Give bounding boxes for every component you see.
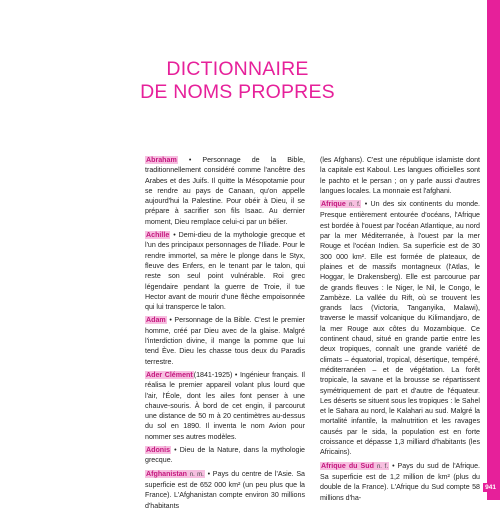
entry-text: (les Afghans). C'est une république islamiste dont la capitale est Kaboul. Les langues officielles sont le pachto et le persan ; on y parle aussi d'autres langues locales. La monnaie est l'afghani.: [320, 156, 480, 195]
title-line-1: DICTIONNAIRE: [166, 58, 309, 80]
entry-text: (1841-1925) • Ingénieur français. Il réalisa le premier appareil volant plus lourd que l'air, l'Éole, dont les ailes font penser à une chauve-souris. À bord de cet engin, il parcourut une distance de 50 m à 20 centimètres au-dessus du sol en 1890. Il inventa le nom Avion pour nommer ses autres modèles.: [145, 370, 306, 441]
entry-text: • Personnage de la Bible. C'est le premier homme, créé par Dieu avec de la glaise. Malgré l'interdiction divine, il mange la pomme que lui tend Ève. Dieu les chasse tous deux du Paradis terrestre.: [145, 316, 305, 366]
entry: [320, 461, 480, 503]
title-line-2: DE NOMS PROPRES: [140, 81, 335, 103]
headword-text: Afrique du Sud: [321, 461, 374, 470]
right-column: [320, 155, 480, 506]
entry-text: • Personnage de la Bible, traditionnellement considéré comme l'ancêtre des Arabes et des Juifs. Il quitte la Mésopotamie pour se rendre au pays de Canaan, qu'on appelle aujourd'hui la Palestine. Pour obéir à Dieu, il se prépare à sacrifier son fils Isaac. Au dernier moment, Dieu remplace celui-ci par un bélier.: [145, 156, 305, 226]
headword: Achille: [146, 231, 170, 240]
headword: Adonis: [146, 446, 171, 455]
headword-text: Afghanistan: [146, 469, 187, 478]
entry-text: • Demi-dieu de la mythologie grecque et l'un des principaux personnages de l'Iliade. Pour le rendre immortel, sa mère le plonge dans le Styx, fleuve des Enfers, en le tenant par le talon, qui reste son seul point vulnérable. Roi grec légendaire pendant la guerre de Troie, il tue Hector avant de mourir d'une flèche empoisonnée qui lui transperce le talon.: [145, 231, 305, 312]
entry: [145, 370, 305, 442]
left-column: [145, 155, 305, 514]
entry: [320, 199, 480, 457]
entry-text: • Pays du sud de l'Afrique. Sa superficie est de 1,2 million de km² (plus du double de la France). L'Afrique du Sud compte 58 millions d'ha-: [320, 461, 480, 502]
entry: [145, 230, 305, 312]
entry: [320, 155, 480, 196]
headword-text: Afrique: [321, 200, 346, 209]
entry-text: • Un des six continents du monde. Presque entièrement entourée d'océans, l'Afrique est bordée à l'ouest par l'océan Atlantique, au nord par la mer Méditerranée, à l'ouest par la mer Rouge et l'océan Indien. Sa superficie est de 30 300 000 km². Elle est formée de plateaux, de plaines et de massifs montagneux (l'Atlas, le Hoggar, le Drakensberg). Elle est parcourue par de grands fleuves : le Niger, le Nil, le Congo, le Zambèze. La vallée du Rift, où se trouvent les grands lacs (Victoria, Tanganyika, Malawi), traverse le massif volcanique du Kilimandjaro, de la mer Rouge aux côtes du Mozambique. Ce continent chaud, situé en grande partie entre les deux tropiques, connaît une grande variété de climats – équatorial, tropical, désertique, tempéré, méditerranéen – et de végétation. La forêt tropicale, la savane et la brousse se répartissent symétriquement de part et d'autre de l'équateur. Les déserts se situent sous les tropiques : le Sahel et le Sahara au nord, le Kalahari au sud. Malgré la mortalité infantile, la malnutrition et les ravages causés par le sida, la population est en forte croissance et dépasse 1,3 milliard d'habitants (les Africains).: [320, 200, 480, 457]
headword: [320, 200, 361, 208]
pink-side-bar: [487, 0, 500, 500]
headword: Adam: [146, 316, 166, 325]
headword: [145, 470, 205, 478]
entry-text: • Dieu de la Nature, dans la mythologie grecque.: [145, 446, 305, 465]
entry: [145, 155, 305, 227]
headword: [320, 462, 389, 470]
page-title: [0, 58, 475, 104]
entry-text: • Pays du centre de l'Asie. Sa superficie est de 652 000 km² (un peu plus que la France). L'Afghanistan compte environ 30 millions d'habitants: [145, 469, 306, 510]
headword: Abraham: [146, 156, 177, 164]
page-number: 941: [485, 484, 496, 491]
headword: Ader Clément: [146, 370, 193, 379]
entry: [145, 469, 305, 511]
grammar-tag: n. m.: [189, 471, 204, 478]
entry: [145, 445, 305, 466]
grammar-tag: n. f.: [349, 202, 361, 209]
entry: [145, 315, 305, 366]
grammar-tag: n. f.: [376, 463, 389, 470]
